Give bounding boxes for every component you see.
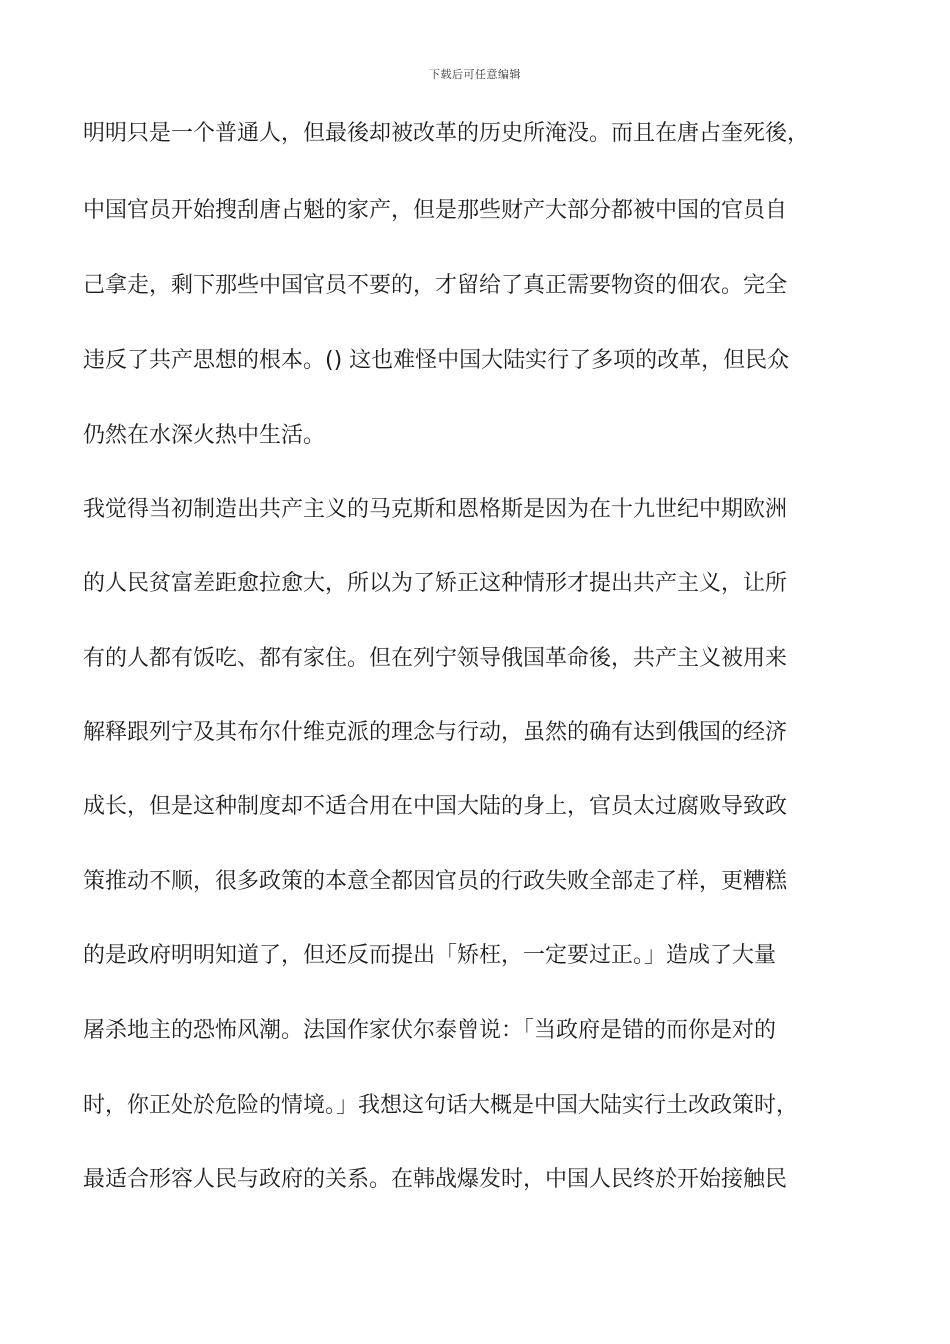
text-line: 有的人都有饭吃、都有家住。但在列宁领导俄国革命後，共产主义被用来 <box>83 646 788 671</box>
text-line: 的是政府明明知道了，但还反而提出「矫枉，一定要过正。」造成了大量 <box>83 943 777 968</box>
page-header: 下载后可任意编辑 <box>429 68 521 81</box>
text-line: 解释跟列宁及其布尔什维克派的理念与行动，虽然的确有达到俄国的经济 <box>83 720 788 745</box>
text-line: 策推动不顺，很多政策的本意全都因官员的行政失败全部走了样，更糟糕 <box>83 869 788 894</box>
text-line: 屠杀地主的恐怖风潮。法国作家伏尔泰曾说：「当政府是错的而你是对的 <box>83 1018 777 1043</box>
text-line: 成长，但是这种制度却不适合用在中国大陆的身上，官员太过腐败导致政 <box>83 794 788 819</box>
text-line: 我觉得当初制造出共产主义的马克斯和恩格斯是因为在十九世纪中期欧洲 <box>83 497 788 522</box>
text-line: 违反了共产思想的根本。() 这也难怪中国大陆实行了多项的改革，但民众 <box>83 348 790 373</box>
text-line: 明明只是一个普通人，但最後却被改革的历史所淹没。而且在唐占奎死後， <box>83 121 810 146</box>
text-line: 最适合形容人民与政府的关系。在韩战爆发时，中国人民终於开始接触民 <box>83 1167 788 1192</box>
text-line: 仍然在水深火热中生活。 <box>83 423 326 448</box>
text-line: 中国官员开始搜刮唐占魁的家产，但是那些财产大部分都被中国的官员自 <box>83 198 788 223</box>
text-line: 的人民贫富差距愈拉愈大，所以为了矫正这种情形才提出共产主义，让所 <box>83 571 788 596</box>
text-line: 时，你正处於危险的情境。」我想这句话大概是中国大陆实行土改政策时， <box>83 1093 799 1118</box>
text-line: 己拿走，剩下那些中国官员不要的，才留给了真正需要物资的佃农。完全 <box>83 273 788 298</box>
